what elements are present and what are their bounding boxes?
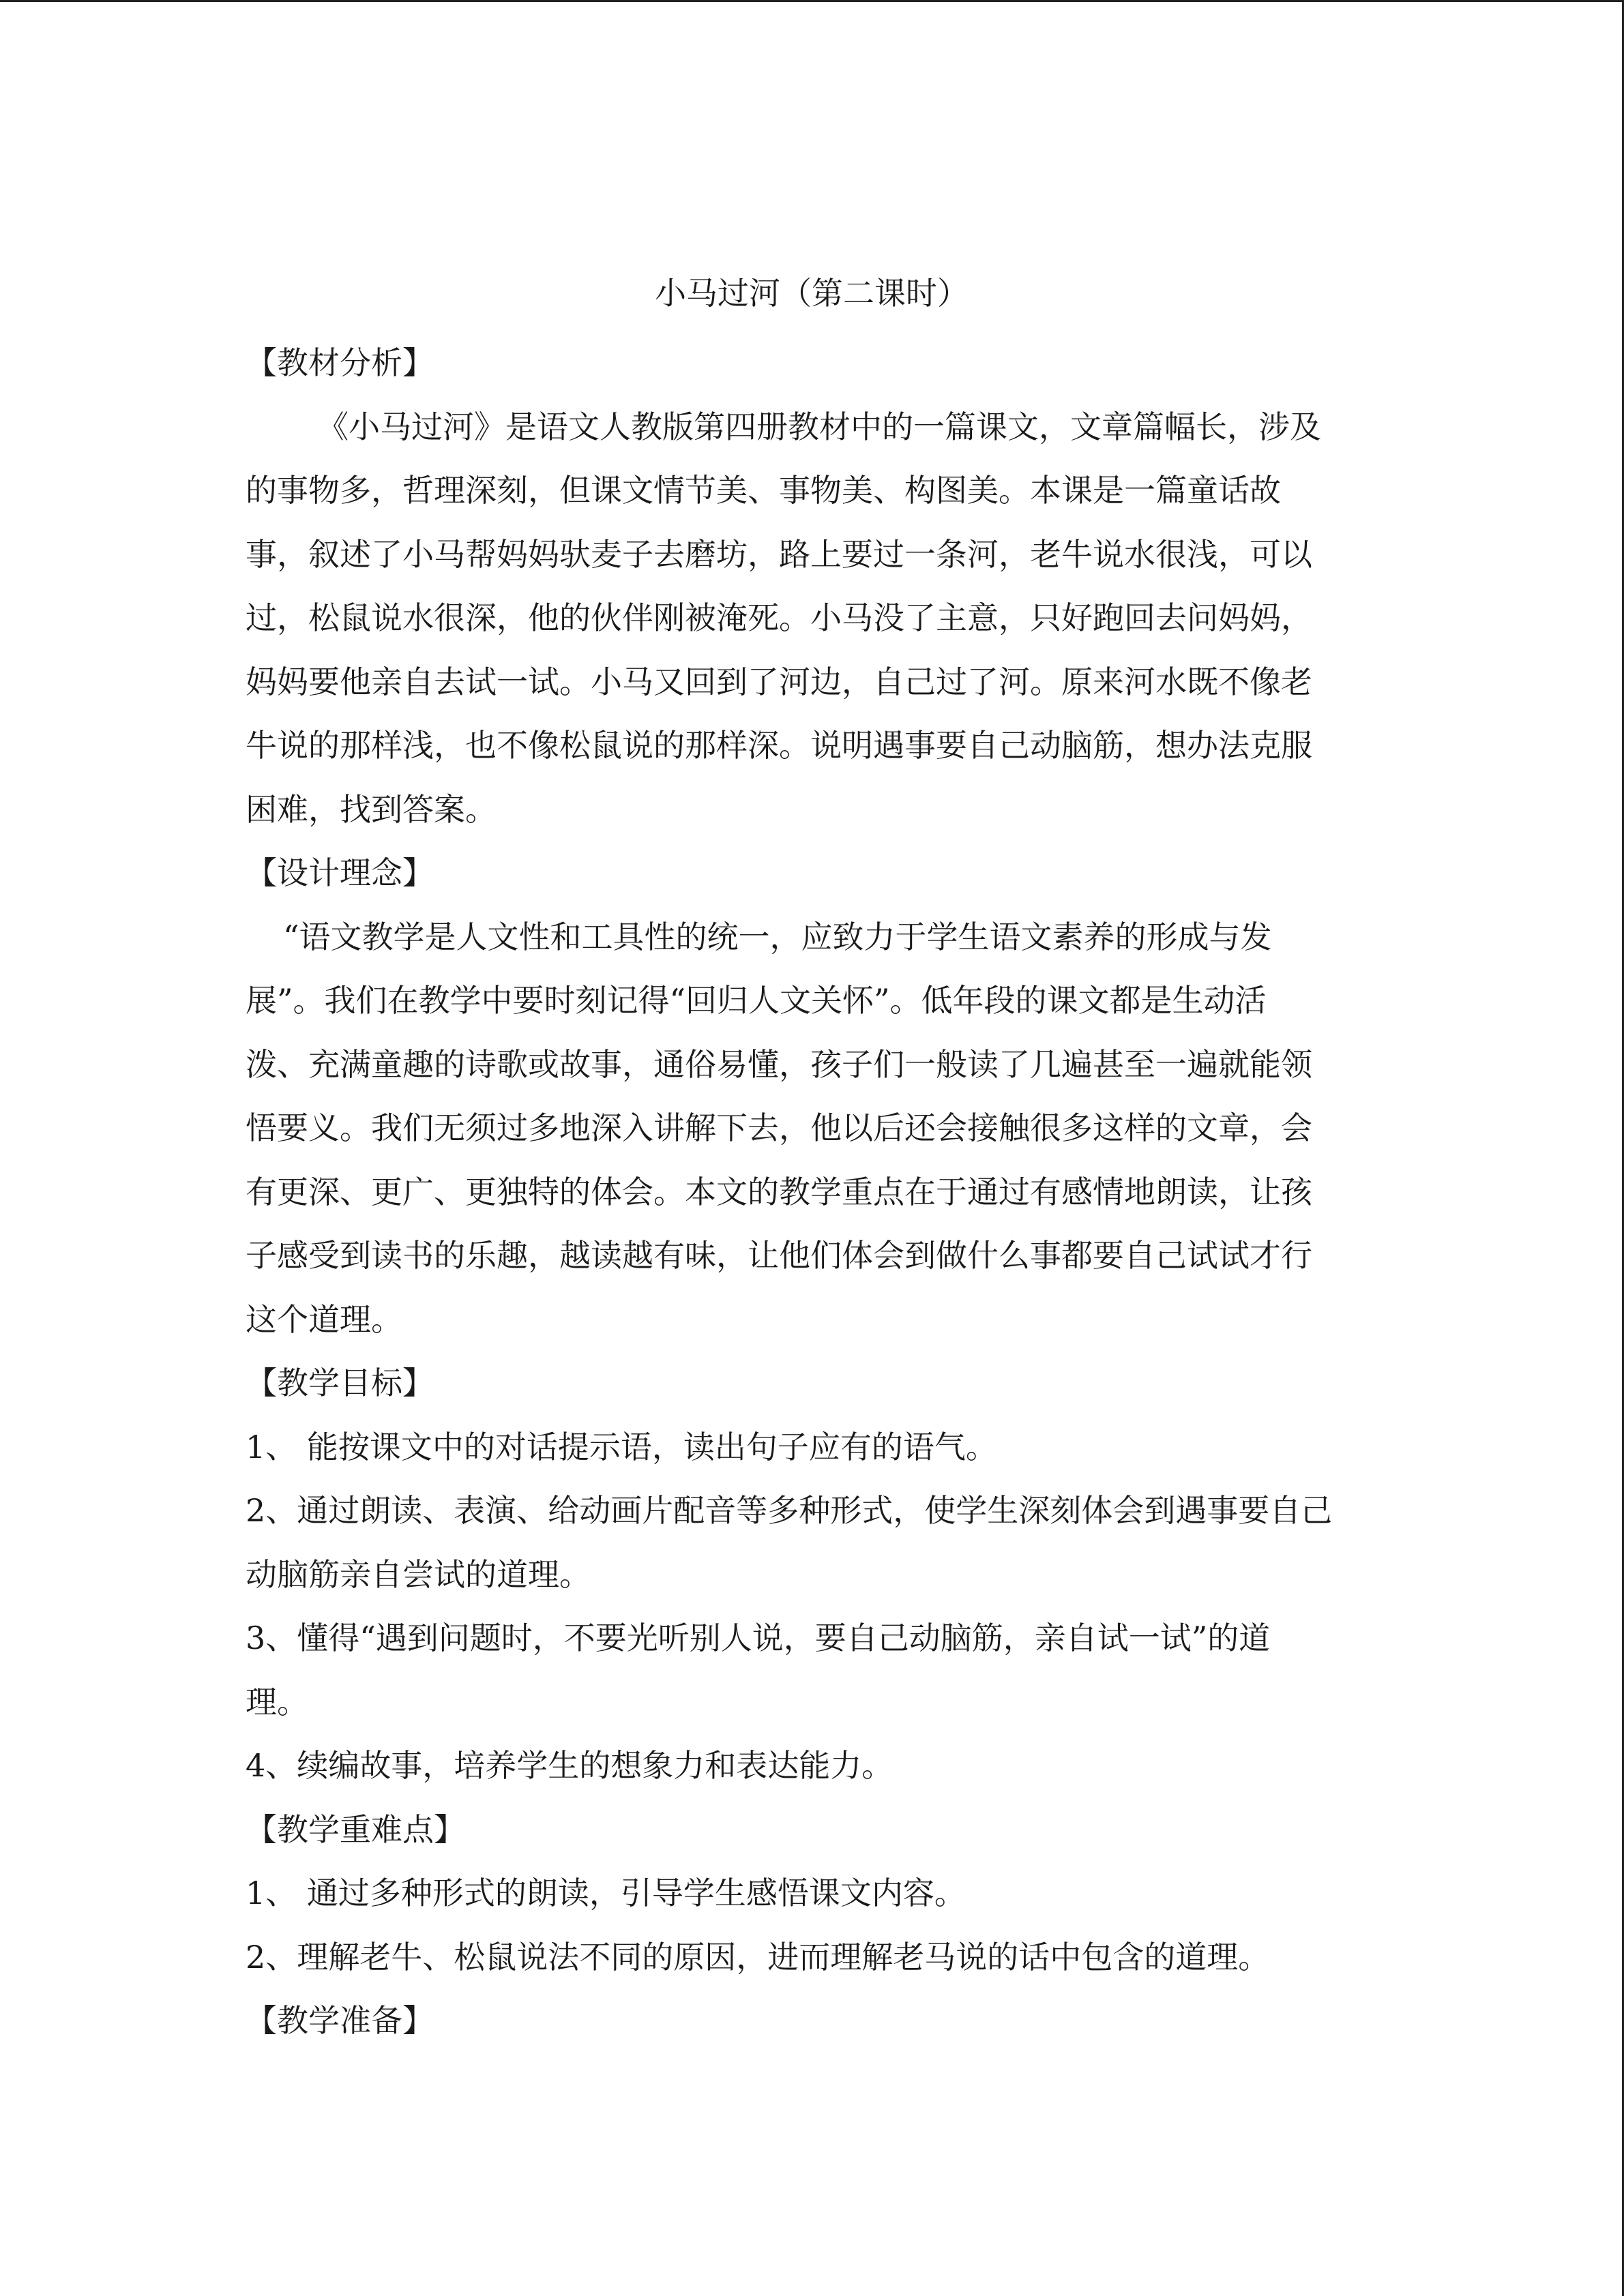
paragraph-line: 泼、充满童趣的诗歌或故事，通俗易懂，孩子们一般读了几遍甚至一遍就能领 [246, 1045, 1312, 1083]
section-heading-key-difficulties: 【教学重难点】 [246, 1810, 465, 1848]
objective-item-continuation: 理。 [246, 1683, 308, 1720]
paragraph-line: 牛说的那样浅，也不像松鼠说的那样深。说明遇事要自己动脑筋，想办法克服 [246, 727, 1312, 764]
paragraph-line: 困难，找到答案。 [246, 790, 497, 828]
key-point-item: 2、理解老牛、松鼠说法不同的原因，进而理解老马说的话中包含的道理。 [246, 1938, 1270, 1976]
paragraph-line: 过，松鼠说水很深，他的伙伴刚被淹死。小马没了主意，只好跑回去问妈妈， [246, 599, 1312, 636]
paragraph-line: 妈妈要他亲自去试一试。小马又回到了河边，自己过了河。原来河水既不像老 [246, 663, 1312, 700]
objective-item-continuation: 动脑筋亲自尝试的道理。 [246, 1555, 591, 1593]
key-point-item: 1、 通过多种形式的朗读，引导学生感悟课文内容。 [246, 1875, 966, 1911]
paragraph-line: 的事物多，哲理深刻，但课文情节美、事物美、构图美。本课是一篇童话故 [246, 472, 1281, 509]
section-heading-teaching-preparation: 【教学准备】 [246, 2002, 434, 2039]
paragraph-line: 《小马过河》是语文人教版第四册教材中的一篇课文，文章篇幅长，涉及 [317, 408, 1321, 445]
document-body [246, 268, 1378, 2053]
paragraph-line: 这个道理。 [246, 1300, 402, 1338]
paragraph-line: 悟要义。我们无须过多地深入讲解下去，他以后还会接触很多这样的文章，会 [246, 1109, 1312, 1146]
objective-item: 3、懂得“遇到问题时，不要光听别人说，要自己动脑筋，亲自试一试”的道 [246, 1620, 1271, 1656]
paragraph-line: 事，叙述了小马帮妈妈驮麦子去磨坊，路上要过一条河，老牛说水很浅，可以 [246, 535, 1312, 573]
paragraph-line: 有更深、更广、更独特的体会。本文的教学重点在于通过有感情地朗读，让孩 [246, 1173, 1312, 1210]
objective-item: 4、续编故事，培养学生的想象力和表达能力。 [246, 1747, 894, 1784]
paragraph-line: 子感受到读书的乐趣，越读越有味，让他们体会到做什么事都要自己试试才行 [246, 1237, 1312, 1274]
section-heading-material-analysis: 【教材分析】 [246, 344, 434, 381]
objective-item: 2、通过朗读、表演、给动画片配音等多种形式，使学生深刻体会到遇事要自己 [246, 1492, 1333, 1529]
document-title: 小马过河（第二课时） [655, 275, 969, 312]
paragraph-line: “语文教学是人文性和工具性的统一，应致力于学生语文素养的形成与发 [283, 918, 1272, 955]
objective-item: 1、 能按课文中的对话提示语，读出句子应有的语气。 [246, 1428, 997, 1465]
section-heading-teaching-objectives: 【教学目标】 [246, 1365, 434, 1401]
section-heading-design-concept: 【设计理念】 [246, 854, 434, 891]
paragraph-line: 展”。我们在教学中要时刻记得“回归人文关怀”。低年段的课文都是生动活 [246, 982, 1267, 1019]
